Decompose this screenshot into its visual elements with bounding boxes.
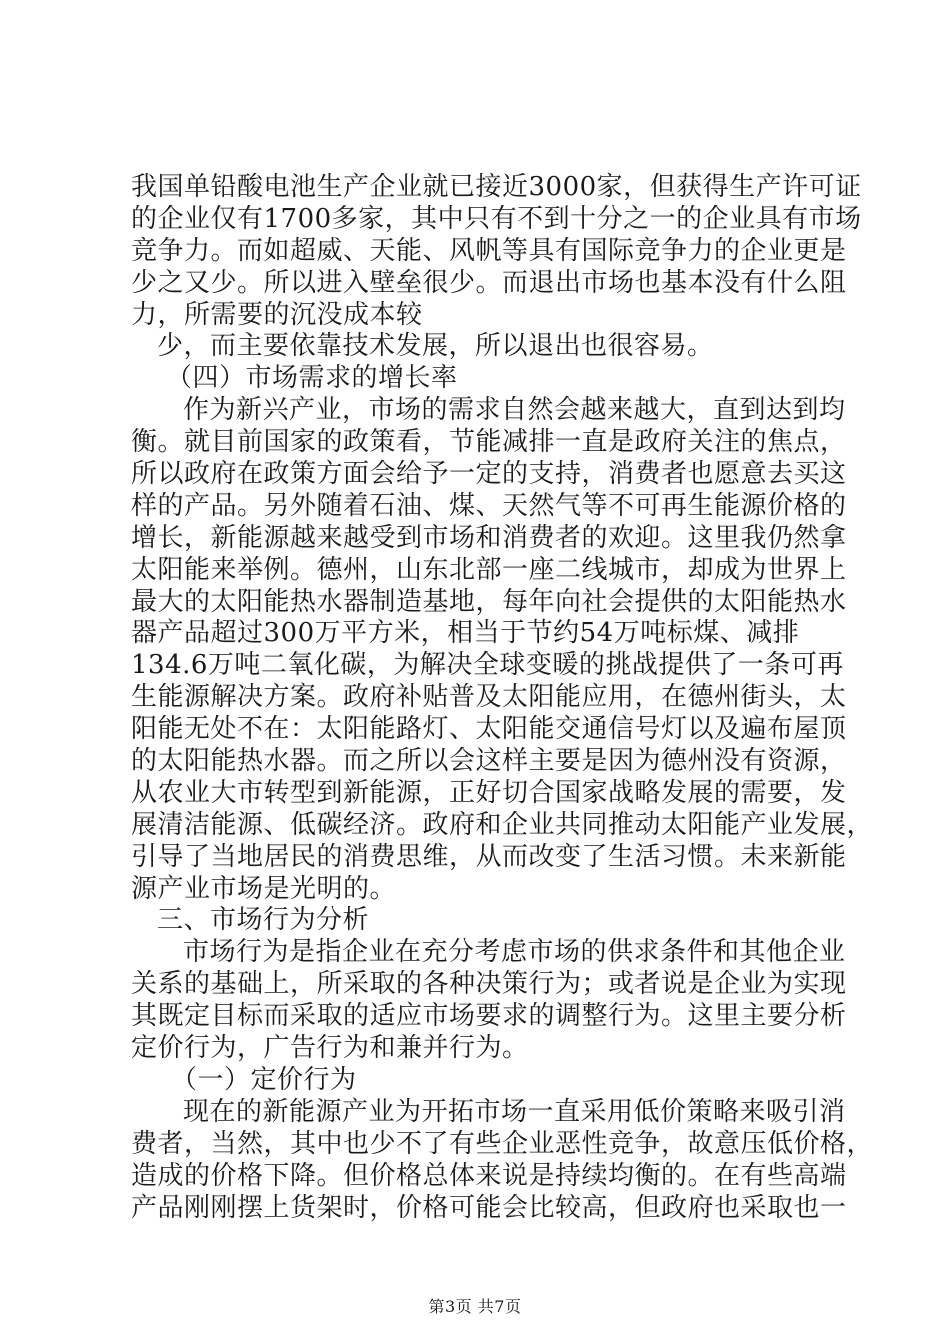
- paragraph-line: 衡。就目前国家的政策看，节能减排一直是政府关注的焦点，: [131, 427, 847, 458]
- section-heading: （一）定价行为: [171, 1064, 357, 1095]
- paragraph-line: 最大的太阳能热水器制造基地，每年向社会提供的太阳能热水: [131, 586, 847, 617]
- paragraph-line: 费者，当然，其中也少不了有些企业恶性竞争，故意压低价格，: [131, 1128, 874, 1159]
- paragraph-line: 产品刚刚摆上货架时，价格可能会比较高，但政府也采取也一: [131, 1192, 847, 1223]
- paragraph-line: 生能源解决方案。政府补贴普及太阳能应用，在德州街头，太: [131, 682, 847, 713]
- paragraph-line: 现在的新能源产业为开拓市场一直采用低价策略来吸引消: [183, 1096, 846, 1127]
- paragraph-line: 力，所需要的沉没成本较: [131, 299, 423, 330]
- paragraph-line: 作为新兴产业，市场的需求自然会越来越大，直到达到均: [183, 395, 846, 426]
- paragraph-line: 其既定目标而采取的适应市场要求的调整行为。这里主要分析: [131, 1001, 847, 1032]
- paragraph-line: 的太阳能热水器。而之所以会这样主要是因为德州没有资源，: [131, 746, 847, 777]
- paragraph-line: 造成的价格下降。但价格总体来说是持续均衡的。在有些高端: [131, 1160, 847, 1191]
- paragraph-line: 展清洁能源、低碳经济。政府和企业共同推动太阳能产业发展，: [131, 809, 874, 840]
- paragraph-line: 增长，新能源越来越受到市场和消费者的欢迎。这里我仍然拿: [131, 522, 847, 553]
- section-heading: （四）市场需求的增长率: [166, 363, 458, 394]
- paragraph-line: 引导了当地居民的消费思维，从而改变了生活习惯。未来新能: [131, 841, 847, 872]
- paragraph-line: 源产业市场是光明的。: [131, 873, 397, 904]
- paragraph-line: 少，而主要依靠技术发展，所以退出也很容易。: [157, 331, 714, 362]
- paragraph-line: 所以政府在政策方面会给予一定的支持，消费者也愿意去买这: [131, 459, 847, 490]
- paragraph-line: 竞争力。而如超威、天能、风帆等具有国际竞争力的企业更是: [131, 235, 847, 266]
- paragraph-line: 我国单铅酸电池生产企业就已接近3000家，但获得生产许可证: [131, 172, 862, 202]
- paragraph-line: 定价行为，广告行为和兼并行为。: [131, 1033, 529, 1064]
- paragraph-line: 器产品超过300万平方米，相当于节约54万吨标煤、减排: [131, 618, 800, 649]
- paragraph-line: 阳能无处不在：太阳能路灯、太阳能交通信号灯以及遍布屋顶: [131, 714, 847, 745]
- paragraph-line: 市场行为是指企业在充分考虑市场的供求条件和其他企业: [183, 937, 846, 968]
- paragraph-line: 134.6万吨二氧化碳，为解决全球变暖的挑战提供了一条可再: [131, 650, 844, 681]
- paragraph-line: 样的产品。另外随着石油、煤、天然气等不可再生能源价格的: [131, 490, 847, 521]
- paragraph-line: 关系的基础上，所采取的各种决策行为；或者说是企业为实现: [131, 969, 847, 1000]
- paragraph-line: 的企业仅有1700多家，其中只有不到十分之一的企业具有市场: [131, 203, 862, 234]
- section-heading: 三、市场行为分析: [157, 905, 370, 936]
- paragraph-line: 太阳能来举例。德州，山东北部一座二线城市，却成为世界上: [131, 554, 847, 585]
- page-number-footer: 第3页 共7页: [428, 1297, 522, 1316]
- paragraph-line: 从农业大市转型到新能源，正好切合国家战略发展的需要，发: [131, 777, 847, 808]
- paragraph-line: 少之又少。所以进入壁垒很少。而退出市场也基本没有什么阻: [131, 267, 847, 298]
- document-body: [131, 172, 874, 1224]
